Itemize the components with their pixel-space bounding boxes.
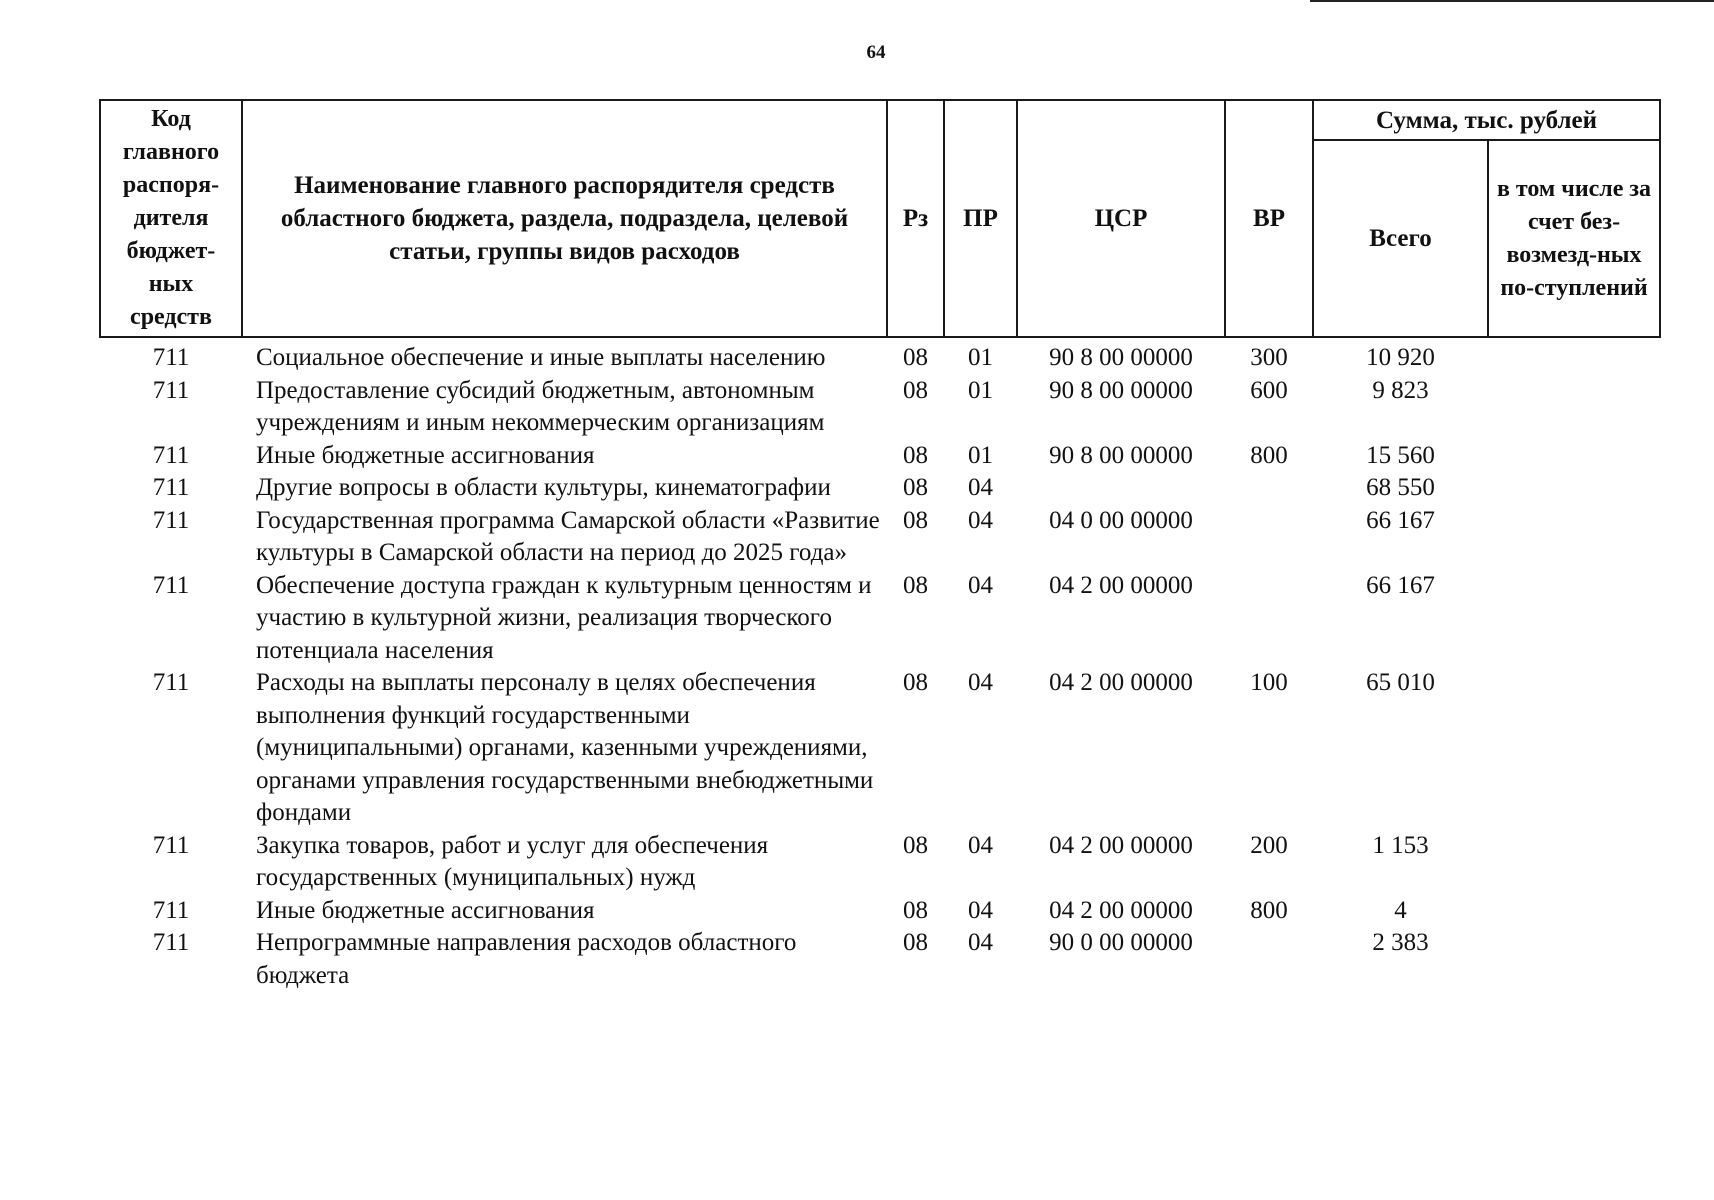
cell-rz: 08 <box>903 896 928 924</box>
header-incl: в том числе за счет без-возмезд-ных по-ступлений <box>1488 140 1660 337</box>
cell-csr: 90 8 00 00000 <box>1049 441 1193 469</box>
top-edge-rule <box>1310 0 1714 2</box>
table-body <box>100 337 1660 992</box>
cell-incl <box>1488 472 1660 505</box>
cell-pr: 04 <box>968 896 993 924</box>
cell-total: 66 167 <box>1366 571 1435 599</box>
cell-pr: 04 <box>968 929 993 956</box>
cell-vr <box>1225 472 1313 505</box>
cell-vr <box>1225 570 1313 668</box>
cell-csr: 90 8 00 00000 <box>1049 376 1193 404</box>
cell-code: 711 <box>152 344 190 371</box>
cell-name: Непрограммные направления расходов областного бюджета <box>256 929 797 989</box>
header-pr: ПР <box>944 100 1017 337</box>
cell-incl <box>1488 830 1660 895</box>
cell-vr: 300 <box>1250 344 1288 371</box>
cell-rz: 08 <box>903 344 928 371</box>
table-row <box>100 927 1660 992</box>
table-row <box>100 830 1660 895</box>
cell-total: 4 <box>1394 896 1407 924</box>
cell-csr: 04 0 00 00000 <box>1049 506 1193 534</box>
cell-pr: 04 <box>968 506 993 534</box>
cell-total: 1 153 <box>1372 831 1429 859</box>
cell-incl <box>1488 927 1660 992</box>
cell-incl <box>1488 337 1660 375</box>
cell-pr: 01 <box>968 441 993 469</box>
cell-csr: 90 8 00 00000 <box>1049 344 1193 371</box>
cell-vr: 100 <box>1250 669 1288 696</box>
cell-total: 15 560 <box>1366 441 1435 469</box>
cell-vr <box>1225 927 1313 992</box>
cell-vr <box>1225 505 1313 570</box>
cell-name: Расходы на выплаты персоналу в целях обеспечения выполнения функций государственными (муниципальными) органами, казенными учреждениями, органами управления государственными внебюджетными фондами <box>256 669 874 826</box>
header-total: Всего <box>1313 140 1488 337</box>
cell-name: Закупка товаров, работ и услуг для обеспечения государственных (муниципальных) нужд <box>256 831 769 891</box>
cell-rz: 08 <box>903 669 928 696</box>
cell-pr: 01 <box>968 376 993 404</box>
cell-incl <box>1488 667 1660 830</box>
cell-name: Государственная программа Самарской области «Развитие культуры в Самарской области на период до 2025 года» <box>256 506 880 566</box>
table-row <box>100 570 1660 668</box>
cell-total: 10 920 <box>1366 344 1435 371</box>
cell-total: 2 383 <box>1372 929 1429 956</box>
cell-code: 711 <box>152 896 190 924</box>
cell-code: 711 <box>152 474 190 501</box>
cell-csr: 04 2 00 00000 <box>1049 669 1193 696</box>
cell-csr <box>1017 472 1225 505</box>
header-sum-group: Сумма, тыс. рублей <box>1313 100 1660 140</box>
cell-code: 711 <box>152 441 190 469</box>
cell-code: 711 <box>152 831 190 859</box>
cell-code: 711 <box>152 929 190 956</box>
cell-incl <box>1488 505 1660 570</box>
cell-csr: 04 2 00 00000 <box>1049 571 1193 599</box>
header-rz: Рз <box>887 100 944 337</box>
cell-rz: 08 <box>903 831 928 859</box>
table-row <box>100 472 1660 505</box>
header-csr: ЦСР <box>1017 100 1225 337</box>
cell-name: Социальное обеспечение и иные выплаты населению <box>256 344 826 371</box>
table-row <box>100 895 1660 928</box>
cell-name: Иные бюджетные ассигнования <box>256 896 595 924</box>
cell-name: Другие вопросы в области культуры, кинематографии <box>256 474 831 501</box>
header-vr: ВР <box>1225 100 1313 337</box>
cell-total: 68 550 <box>1366 474 1435 501</box>
cell-rz: 08 <box>903 929 928 956</box>
table-row <box>100 440 1660 473</box>
cell-csr: 04 2 00 00000 <box>1049 896 1193 924</box>
cell-rz: 08 <box>903 474 928 501</box>
table-row <box>100 505 1660 570</box>
cell-rz: 08 <box>903 441 928 469</box>
table-row <box>100 667 1660 830</box>
cell-pr: 04 <box>968 474 993 501</box>
cell-code: 711 <box>152 506 190 534</box>
cell-vr: 800 <box>1250 896 1288 924</box>
cell-vr: 600 <box>1250 376 1288 404</box>
cell-total: 65 010 <box>1366 669 1435 696</box>
cell-code: 711 <box>152 571 190 599</box>
header-name: Наименование главного распорядителя средств областного бюджета, раздела, подраздела, целевой статьи, группы видов расходов <box>242 100 887 337</box>
cell-pr: 04 <box>968 831 993 859</box>
table-header <box>100 100 1660 337</box>
table-row <box>100 337 1660 375</box>
cell-incl <box>1488 440 1660 473</box>
cell-csr: 90 0 00 00000 <box>1049 929 1193 956</box>
cell-total: 9 823 <box>1372 376 1429 404</box>
page-number: 64 <box>866 42 886 63</box>
cell-code: 711 <box>152 669 190 696</box>
cell-vr: 200 <box>1250 831 1288 859</box>
cell-rz: 08 <box>903 506 928 534</box>
cell-pr: 04 <box>968 669 993 696</box>
cell-vr: 800 <box>1250 441 1288 469</box>
cell-incl <box>1488 375 1660 440</box>
cell-csr: 04 2 00 00000 <box>1049 831 1193 859</box>
cell-pr: 01 <box>968 344 993 371</box>
cell-rz: 08 <box>903 571 928 599</box>
cell-incl <box>1488 570 1660 668</box>
header-code: Код главного распоря-дителя бюджет-ных средств <box>100 100 242 337</box>
cell-total: 66 167 <box>1366 506 1435 534</box>
cell-name: Иные бюджетные ассигнования <box>256 441 595 469</box>
cell-pr: 04 <box>968 571 993 599</box>
cell-incl <box>1488 895 1660 928</box>
table-row <box>100 375 1660 440</box>
cell-rz: 08 <box>903 376 928 404</box>
cell-code: 711 <box>152 376 190 404</box>
budget-table <box>99 99 1661 992</box>
cell-name: Предоставление субсидий бюджетным, автономным учреждениям и иным некоммерческим организациям <box>256 376 825 436</box>
cell-name: Обеспечение доступа граждан к культурным ценностям и участию в культурной жизни, реализация творческого потенциала населения <box>256 571 872 664</box>
